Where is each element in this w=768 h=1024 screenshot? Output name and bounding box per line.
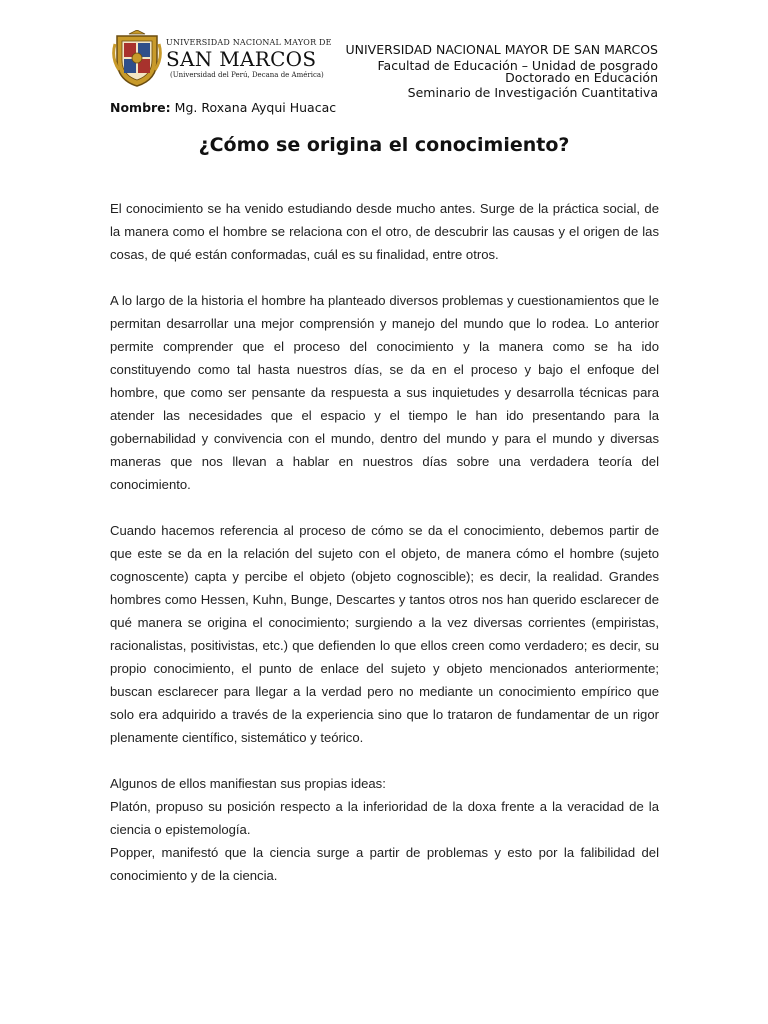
header-seminar: Seminario de Investigación Cuantitativa: [407, 85, 658, 100]
header-university: UNIVERSIDAD NACIONAL MAYOR DE SAN MARCOS: [345, 42, 658, 57]
header-program: Doctorado en Educación: [505, 70, 658, 85]
ideas-intro: Algunos de ellos manifiestan sus propias ideas:: [110, 776, 386, 791]
header-faculty: Facultad de Educación – Unidad de posgrado: [377, 58, 658, 73]
logo-subtitle: (Universidad del Perú, Decana de América): [170, 71, 324, 79]
idea-popper: Popper, manifestó que la ciencia surge a partir de problemas y esto por la falibilidad del conocimiento y de la ciencia.: [110, 845, 659, 883]
document-body: [110, 197, 659, 887]
author-name: Mg. Roxana Ayqui Huacac: [174, 100, 337, 115]
paragraph-3: Cuando hacemos referencia al proceso de cómo se da el conocimiento, debemos partir de que este se da en la relación del sujeto con el objeto, de manera cómo el hombre (sujeto cognoscente) capta y percibe el objeto (objeto cognoscible); es decir, la realidad. Grandes hombres como Hessen, Kuhn, Bunge, Descartes y tantos otros nos han querido esclarecer de qué manera se origina el conocimiento; surgiendo a la vez diversas corrientes (empiristas, racionalistas, positivistas, etc.) que defienden lo que ellos creen como verdadero; es decir, su propio conocimiento, el punto de enlace del sujeto y objeto mencionados anteriormente; buscan esclarecer para llegar a la verdad pero no mediante un conocimiento empírico que solo era adquirido a través de la experiencia sino que lo trataron de fundamentar de un rigor plenamente científico, sistemático y teórico.: [110, 523, 659, 745]
logo-san-marcos: SAN MARCOS: [166, 47, 317, 71]
logo-university-line: UNIVERSIDAD NACIONAL MAYOR DE: [166, 38, 332, 47]
page-title: ¿Cómo se origina el conocimiento?: [198, 134, 570, 156]
author-line: [110, 100, 336, 115]
university-crest-logo: [111, 30, 163, 88]
author-label: Nombre:: [110, 100, 171, 115]
idea-platon: Platón, propuso su posición respecto a la inferioridad de la doxa frente a la veracidad de la ciencia o epistemología.: [110, 799, 659, 837]
paragraph-1: El conocimiento se ha venido estudiando desde mucho antes. Surge de la práctica social, de la manera como el hombre se relaciona con el otro, de descubrir las causas y el origen de las cosas, de qué están conformadas, cuál es su finalidad, entre otros.: [110, 201, 659, 262]
paragraph-2: A lo largo de la historia el hombre ha planteado diversos problemas y cuestionamientos que le permitan desarrollar una mejor comprensión y manejo del mundo que lo rodea. Lo anterior permite comprender que el proceso del conocimiento y la manera como se ha ido constituyendo como tal hasta nuestros días, se da en el proceso y bajo el enfoque del hombre, que como ser pensante da respuesta a sus inquietudes y desarrolla técnicas para atender las necesidades que el espacio y el tiempo le han ido presentando para la gobernabilidad y convivencia con el mundo, dentro del mundo y para el mundo y diversas maneras que nos llevan a hablar en nuestros días sobre una verdadera teoría del conocimiento.: [110, 293, 659, 492]
